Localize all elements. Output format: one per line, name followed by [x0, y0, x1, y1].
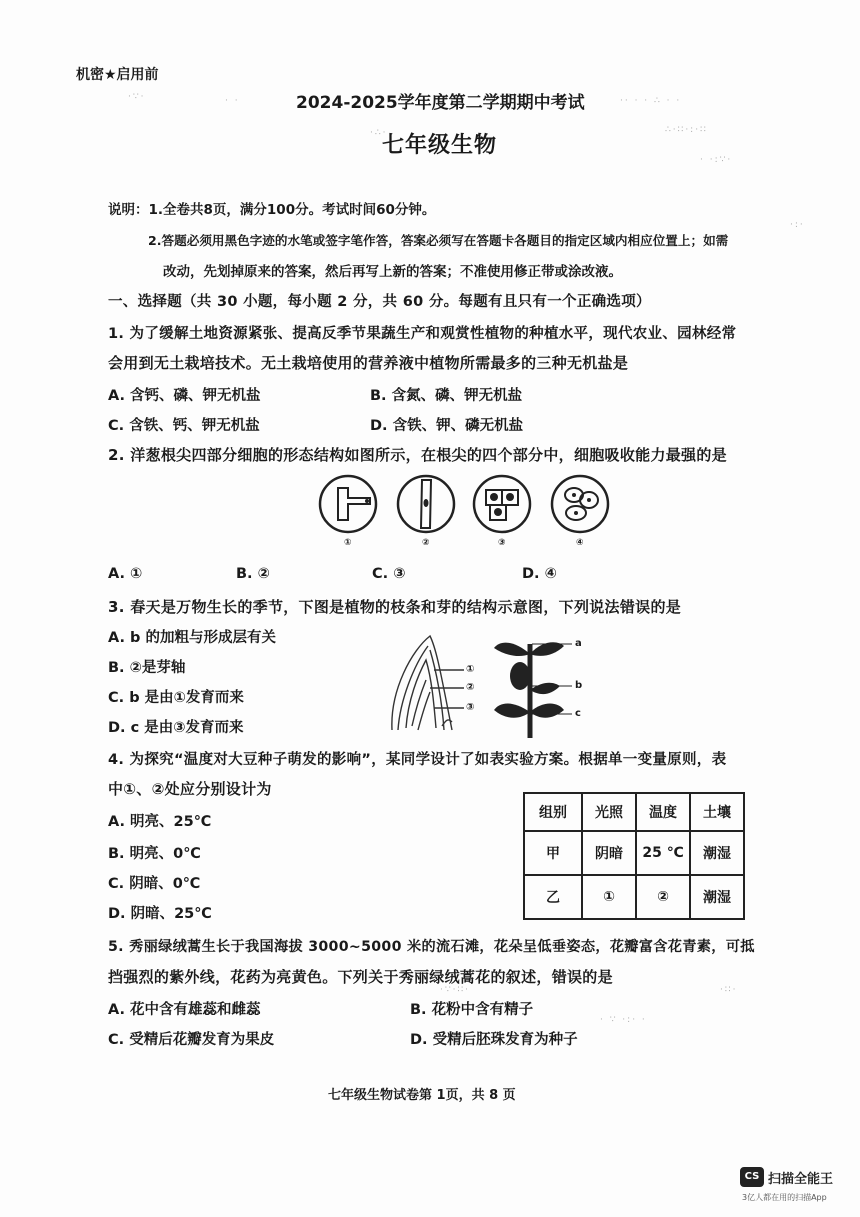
instruction-line-3: 改动，先划掉原来的答案，然后再写上新的答案；不准使用修正带或涂改液。	[163, 264, 622, 280]
scan-noise: ·:·	[790, 220, 805, 230]
q3-branch-label-b: b	[575, 680, 583, 691]
q3-option-d: D. c 是由③发育而来	[108, 720, 244, 736]
instruction-line-2: 2.答题必须用黑色字迹的水笔或签字笔作答，答案必须写在答题卡各题目的指定区域内相应位置上；如需	[148, 233, 729, 248]
scan-noise: ·∷·	[720, 985, 738, 995]
confidential-mark: 机密★启用前	[76, 67, 159, 83]
q5-stem-line-1: 5. 秀丽绿绒蒿生长于我国海拔 3000~5000 米的流石滩，花朵呈低垂姿态，花瓣富含花青素，可抵	[108, 939, 755, 955]
q3-option-a: A. b 的加粗与形成层有关	[108, 630, 276, 646]
q4-option-a: A. 明亮、25℃	[108, 814, 212, 830]
scan-noise: ·∵·∷·	[440, 985, 471, 995]
table-header-cell: 组别	[524, 793, 582, 831]
meristem-cells-diagram	[474, 476, 530, 532]
scan-noise: · ∵ ·:· ·	[600, 1015, 647, 1025]
table-cell: 潮湿	[690, 831, 744, 875]
table-cell: 潮湿	[690, 875, 744, 919]
scan-noise: ∴·∷·:·∷	[665, 125, 708, 135]
q1-option-c: C. 含铁、钙、钾无机盐	[108, 418, 260, 434]
q4-option-c: C. 阴暗、0℃	[108, 876, 201, 892]
scan-noise: · ·	[225, 96, 240, 106]
q3-bud-label-3: ③	[466, 702, 475, 713]
exam-title: 2024-2025学年度第二学期期中考试	[296, 93, 585, 113]
table-header-cell: 土壤	[690, 793, 744, 831]
scan-noise: · ·:∵·	[700, 155, 733, 165]
table-header-cell: 光照	[582, 793, 636, 831]
root-hair-cell-diagram	[320, 476, 376, 532]
scan-noise: ·∵·	[128, 92, 146, 102]
q2-fig-label-1: ①	[344, 538, 352, 548]
q2-stem: 2. 洋葱根尖四部分细胞的形态结构如图所示，在根尖的四个部分中，细胞吸收能力最强的是	[108, 446, 727, 464]
experiment-table	[523, 792, 745, 920]
q2-option-b: B. ②	[236, 566, 270, 582]
q1-option-d: D. 含铁、钾、磷无机盐	[370, 418, 524, 434]
bud-and-branch-figure	[382, 630, 592, 742]
table-cell: 乙	[524, 875, 582, 919]
q3-bud-label-1: ①	[466, 664, 475, 675]
table-cell: 25 ℃	[636, 831, 690, 875]
q5-option-d: D. 受精后胚珠发育为种子	[410, 1032, 578, 1048]
q4-stem-line-2: 中①、②处应分别设计为	[108, 780, 272, 798]
q2-option-d: D. ④	[522, 566, 557, 582]
table-cell: ②	[636, 875, 690, 919]
table-row	[524, 875, 744, 919]
scanner-tagline: 3亿人都在用的扫描App	[742, 1193, 827, 1202]
q4-stem-line-1: 4. 为探究“温度对大豆种子萌发的影响”，某同学设计了如表实验方案。根据单一变量原则，表	[108, 752, 727, 768]
table-header-cell: 温度	[636, 793, 690, 831]
bud-diagram	[392, 636, 464, 730]
q5-option-b: B. 花粉中含有精子	[410, 1002, 534, 1018]
q5-option-a: A. 花中含有雄蕊和雌蕊	[108, 1002, 261, 1018]
instruction-line-1: 说明：1.全卷共8页，满分100分。考试时间60分钟。	[108, 202, 436, 218]
q5-stem-line-2: 挡强烈的紫外线，花药为亮黄色。下列关于秀丽绿绒蒿花的叙述，错误的是	[108, 968, 613, 986]
q3-branch-label-a: a	[575, 638, 582, 649]
scan-noise: ·· · · ∴ · ·	[620, 96, 682, 106]
q4-option-b: B. 明亮、0℃	[108, 846, 201, 862]
branch-diagram	[494, 642, 572, 738]
q2-option-c: C. ③	[372, 566, 406, 582]
q2-option-a: A. ①	[108, 566, 143, 582]
table-cell: ①	[582, 875, 636, 919]
q3-bud-label-2: ②	[466, 682, 475, 693]
q2-fig-label-4: ④	[576, 538, 584, 548]
root-cells-figure	[318, 470, 618, 550]
q1-stem-line-1: 1. 为了缓解土地资源紧张、提高反季节果蔬生产和观赏性植物的种植水平，现代农业、园林经常	[108, 326, 737, 342]
subject-title: 七年级生物	[382, 133, 498, 158]
q2-fig-label-2: ②	[422, 538, 430, 548]
q1-option-b: B. 含氮、磷、钾无机盐	[370, 388, 523, 404]
q3-branch-label-c: c	[575, 708, 581, 719]
q3-stem: 3. 春天是万物生长的季节，下图是植物的枝条和芽的结构示意图，下列说法错误的是	[108, 598, 682, 616]
q4-option-d: D. 阴暗、25℃	[108, 906, 212, 922]
q2-fig-label-3: ③	[498, 538, 506, 548]
scanner-logo-icon: CS	[740, 1167, 764, 1187]
scanner-brand: 扫描全能王	[768, 1172, 834, 1187]
q1-option-a: A. 含钙、磷、钾无机盐	[108, 388, 261, 404]
q1-stem-line-2: 会用到无土栽培技术。无土栽培使用的营养液中植物所需最多的三种无机盐是	[108, 354, 629, 372]
page-footer: 七年级生物试卷第 1页，共 8 页	[328, 1088, 516, 1103]
table-cell: 甲	[524, 831, 582, 875]
q3-option-b: B. ②是芽轴	[108, 660, 186, 676]
table-header-row	[524, 793, 744, 831]
table-cell: 阴暗	[582, 831, 636, 875]
section-heading: 一、选择题（共 30 小题，每小题 2 分，共 60 分。每题有且只有一个正确选项）	[108, 294, 651, 310]
table-row	[524, 831, 744, 875]
elongation-cell-diagram	[398, 476, 454, 532]
root-cap-cells-diagram	[552, 476, 608, 532]
scan-noise: ·∴·	[370, 128, 388, 138]
q5-option-c: C. 受精后花瓣发育为果皮	[108, 1032, 275, 1048]
q3-option-c: C. b 是由①发育而来	[108, 690, 244, 706]
